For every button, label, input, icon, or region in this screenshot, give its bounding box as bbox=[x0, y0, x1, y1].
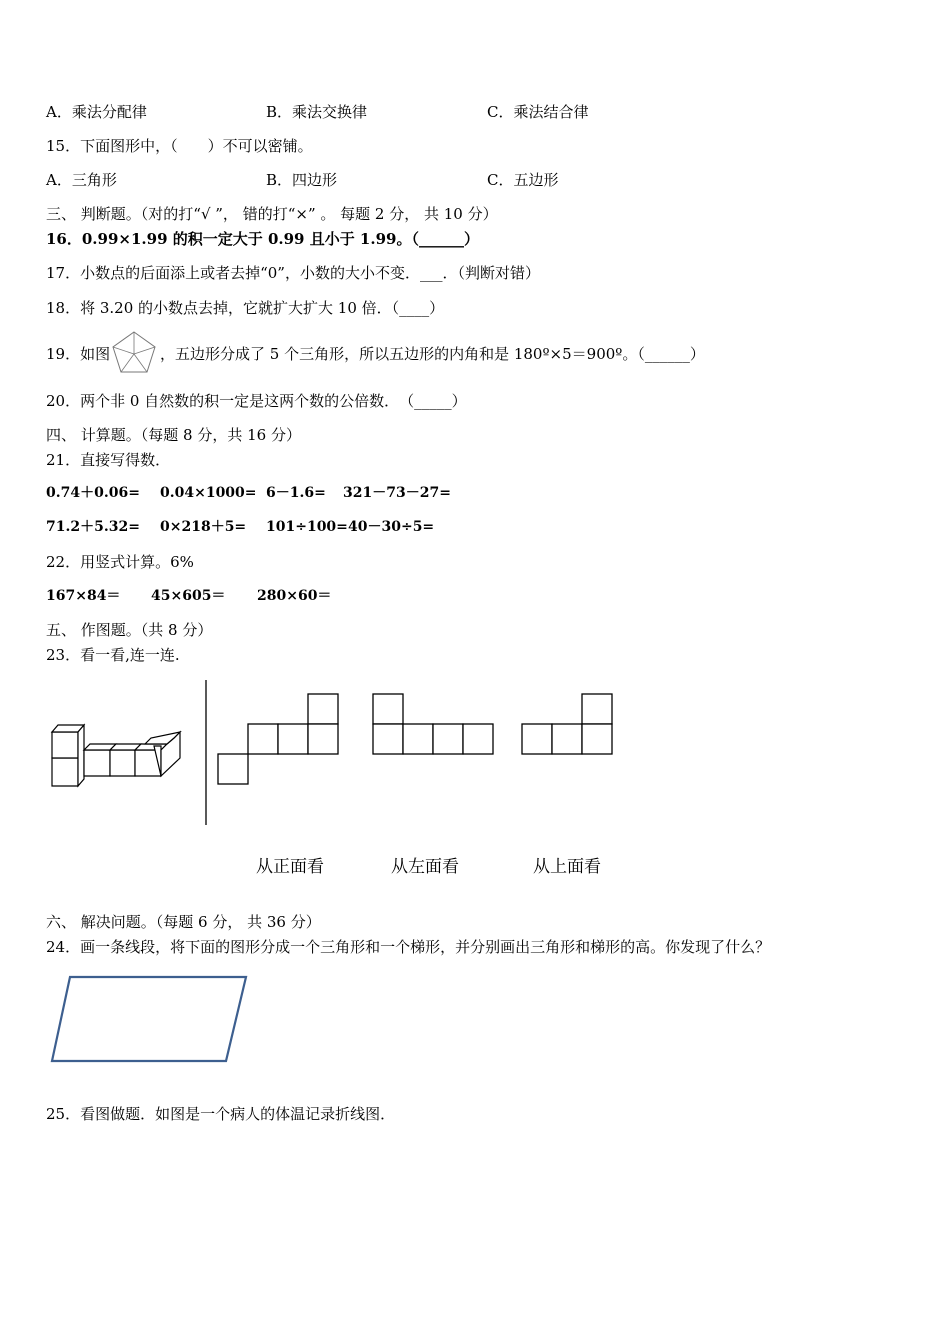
q19-suffix: ，五边形分成了 5 个三角形，所以五边形的内角和是 180º×5＝900º。（______） bbox=[160, 345, 705, 363]
q21-item: 40－30÷5= bbox=[348, 519, 435, 535]
pentagon-figure bbox=[111, 330, 157, 374]
q20: 20．两个非 0 自然数的积一定是这两个数的公倍数． （_____） bbox=[46, 392, 467, 410]
q24: 24．画一条线段，将下面的图形分成一个三角形和一个梯形，并分别画出三角形和梯形的高。你发现了什么？ bbox=[46, 938, 771, 956]
q15-option-b: B．四边形 bbox=[266, 171, 338, 189]
q21-item: 321－73－27= bbox=[343, 485, 451, 501]
section-4-heading: 四、 计算题。（每题 8 分，共 16 分） bbox=[46, 426, 301, 444]
q14-option-b: B．乘法交换律 bbox=[266, 103, 368, 121]
view-label-left: 从左面看 bbox=[391, 857, 459, 877]
q16: 16．0.99×1.99 的积一定大于 0.99 且小于 1.99。（______） bbox=[46, 230, 479, 248]
q21-stem: 21．直接写得数． bbox=[46, 451, 171, 469]
q15-stem: 15．下面图形中，（ ）不可以密铺。 bbox=[46, 137, 313, 155]
section-3-heading: 三、 判断题。（对的打“√ ”， 错的打“×” 。 每题 2 分， 共 10 分） bbox=[46, 205, 498, 223]
q25: 25．看图做题．如图是一个病人的体温记录折线图． bbox=[46, 1105, 396, 1123]
q21-item: 6－1.6= bbox=[266, 485, 326, 501]
q22-item: 280×60＝ bbox=[257, 588, 332, 604]
view-grid-2 bbox=[373, 693, 497, 757]
q22-item: 45×605＝ bbox=[151, 588, 226, 604]
q19-prefix: 19．如图 bbox=[46, 345, 111, 363]
cube-solid-figure bbox=[48, 720, 188, 790]
view-grid-1 bbox=[218, 693, 340, 787]
q17: 17．小数点的后面添上或者去掉“0”，小数的大小不变．___．（判断对错） bbox=[46, 264, 540, 282]
divider-line bbox=[204, 680, 208, 826]
q23-stem: 23．看一看,连一连. bbox=[46, 646, 180, 664]
view-label-top: 从上面看 bbox=[533, 857, 601, 877]
q15-option-c: C．五边形 bbox=[487, 171, 559, 189]
q21-item: 0.04×1000= bbox=[160, 485, 257, 501]
view-grid-3 bbox=[522, 693, 616, 757]
q14-option-c: C．乘法结合律 bbox=[487, 103, 589, 121]
section-6-heading: 六、 解决问题。（每题 6 分， 共 36 分） bbox=[46, 913, 321, 931]
view-label-front: 从正面看 bbox=[256, 857, 324, 877]
q21-item: 101÷100= bbox=[266, 519, 348, 535]
q14-option-a: A．乘法分配律 bbox=[46, 103, 147, 121]
q21-item: 0×218＋5= bbox=[160, 519, 247, 535]
q15-option-a: A．三角形 bbox=[46, 171, 117, 189]
q22-item: 167×84＝ bbox=[46, 588, 121, 604]
q18: 18．将 3.20 的小数点去掉，它就扩大扩大 10 倍．（____） bbox=[46, 299, 445, 317]
section-5-heading: 五、 作图题。（共 8 分） bbox=[46, 621, 213, 639]
q21-item: 0.74＋0.06= bbox=[46, 485, 140, 501]
parallelogram-figure bbox=[50, 975, 250, 1067]
q21-item: 71.2＋5.32= bbox=[46, 519, 140, 535]
q22-stem: 22．用竖式计算。6% bbox=[46, 553, 194, 571]
